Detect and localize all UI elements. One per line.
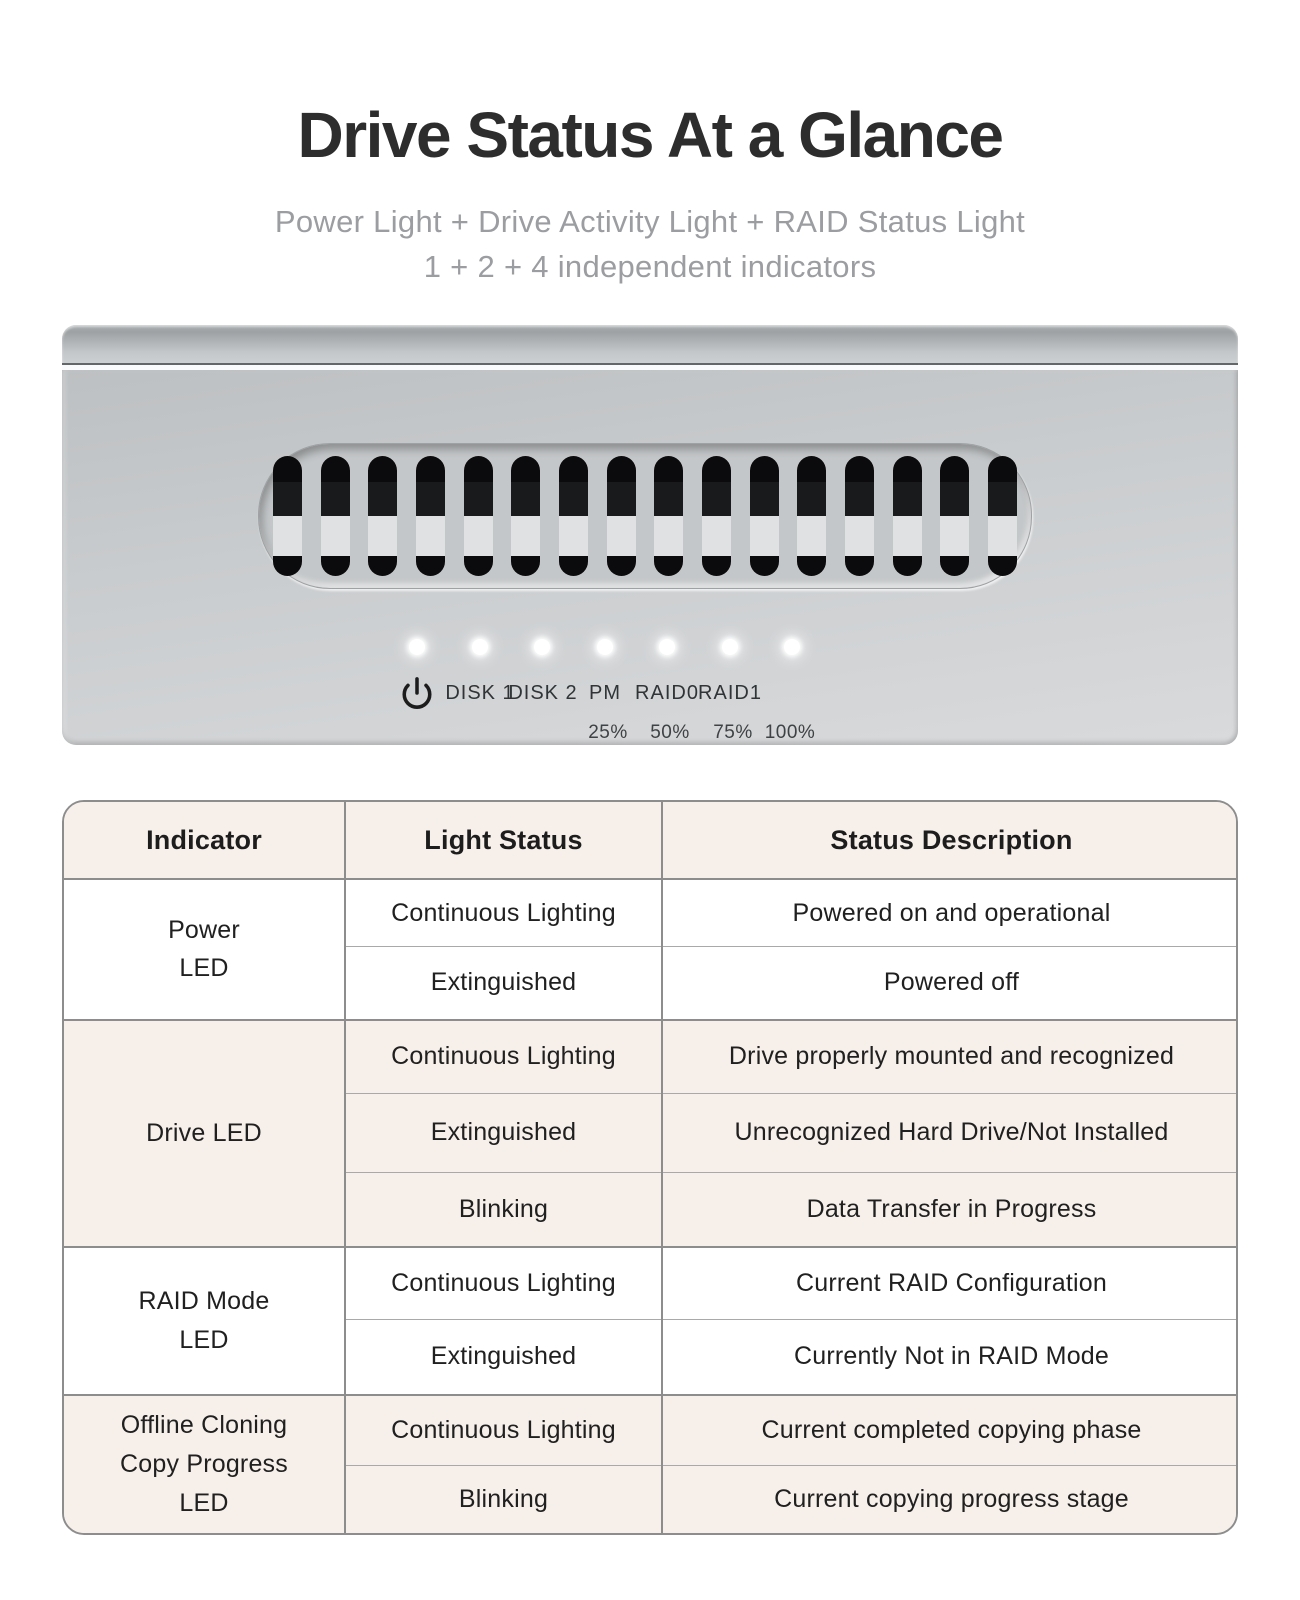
indicator-line: Offline Cloning (120, 1411, 288, 1440)
vent-slot (607, 456, 636, 576)
indicator-power-led (64, 879, 345, 1019)
light-status-cell: Continuous Lighting (345, 1395, 662, 1466)
progress-label-100: 100% (764, 722, 816, 743)
vent-slot (797, 456, 826, 576)
page-subtitle-line2: 1 + 2 + 4 independent indicators (423, 249, 877, 284)
progress-label-75: 75% (713, 722, 753, 743)
led-label-raid0: RAID0 (635, 682, 699, 704)
light-status-cell: Blinking (345, 1172, 662, 1247)
device-front-panel (62, 370, 1238, 745)
status-description-cell: Drive properly mounted and recognized (662, 1020, 1238, 1094)
led-label-pm: PM (589, 682, 621, 704)
vent-slot (845, 456, 874, 576)
vent-slot (321, 456, 350, 576)
col-header-status-description: Status Description (662, 802, 1238, 879)
status-description-cell: Current copying progress stage (662, 1466, 1238, 1533)
light-status-cell: Continuous Lighting (345, 879, 662, 946)
led-indicator (534, 639, 550, 655)
status-description-cell: Powered on and operational (662, 879, 1238, 946)
vent-slot (368, 456, 397, 576)
indicator-raid-mode-led (64, 1247, 345, 1394)
light-status-cell: Extinguished (345, 946, 662, 1019)
page-subtitle-line1: Power Light + Drive Activity Light + RAID Status Light (274, 204, 1026, 239)
indicator-line: Copy Progress (120, 1449, 288, 1478)
led-indicator (409, 639, 425, 655)
led-label-disk1: DISK 1 (445, 682, 515, 704)
vent-slot (940, 456, 969, 576)
table-row (64, 879, 1238, 946)
status-table (64, 802, 1238, 1533)
vent-slot (988, 456, 1017, 576)
device-lid (62, 325, 1238, 365)
vent-slot (893, 456, 922, 576)
indicator-line: Drive LED (146, 1119, 262, 1148)
vent-slot (464, 456, 493, 576)
led-indicator (722, 639, 738, 655)
status-table-wrap (62, 800, 1238, 1535)
led-indicator (472, 639, 488, 655)
vent-slot (511, 456, 540, 576)
vent-slot (702, 456, 731, 576)
col-header-light-status: Light Status (345, 802, 662, 879)
table-row (64, 1395, 1238, 1466)
light-status-cell: Continuous Lighting (345, 1020, 662, 1094)
vent-slot (559, 456, 588, 576)
vent-slots (273, 456, 1017, 576)
light-status-cell: Extinguished (345, 1319, 662, 1394)
page-title: Drive Status At a Glance (297, 99, 1003, 171)
led-label-row (62, 678, 1238, 712)
table-row (64, 1020, 1238, 1094)
led-label-raid1: RAID1 (698, 682, 762, 704)
status-description-cell: Data Transfer in Progress (662, 1172, 1238, 1247)
indicator-line: LED (179, 954, 229, 983)
status-description-cell: Current RAID Configuration (662, 1247, 1238, 1319)
indicator-offline-cloning-led (64, 1395, 345, 1533)
table-header-row (64, 802, 1238, 879)
power-icon (400, 676, 434, 715)
led-indicator (784, 639, 800, 655)
device-photo (62, 325, 1238, 745)
progress-label-50: 50% (650, 722, 690, 743)
light-status-cell: Extinguished (345, 1094, 662, 1172)
table-row (64, 1247, 1238, 1319)
vent-slot (416, 456, 445, 576)
vent-slot (750, 456, 779, 576)
led-label-disk2: DISK 2 (508, 682, 578, 704)
light-status-cell: Blinking (345, 1466, 662, 1533)
indicator-line: RAID Mode (138, 1287, 270, 1316)
status-description-cell: Current completed copying phase (662, 1395, 1238, 1466)
led-row (62, 639, 1238, 655)
led-indicator (597, 639, 613, 655)
col-header-indicator: Indicator (64, 802, 345, 879)
status-description-cell: Currently Not in RAID Mode (662, 1319, 1238, 1394)
status-description-cell: Unrecognized Hard Drive/Not Installed (662, 1094, 1238, 1172)
led-indicator (659, 639, 675, 655)
light-status-cell: Continuous Lighting (345, 1247, 662, 1319)
vent-slot (654, 456, 683, 576)
status-description-cell: Powered off (662, 946, 1238, 1019)
vent-grille (258, 443, 1032, 589)
indicator-drive-led (64, 1020, 345, 1248)
progress-label-25: 25% (588, 722, 628, 743)
indicator-line: Power (168, 915, 240, 944)
progress-label-row (62, 722, 1238, 746)
indicator-line: LED (179, 1325, 229, 1354)
vent-slot (273, 456, 302, 576)
indicator-line: LED (179, 1488, 229, 1517)
